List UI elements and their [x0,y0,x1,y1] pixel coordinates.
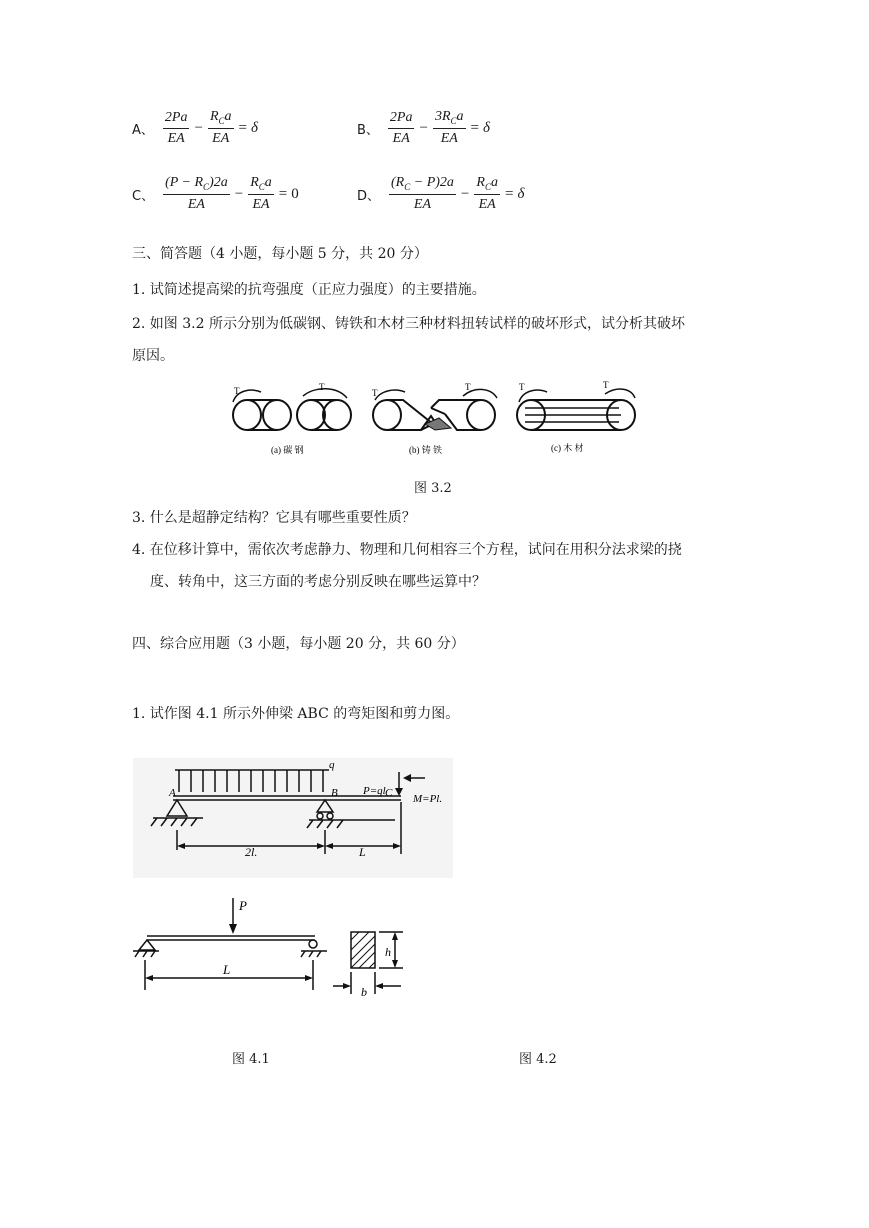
specimen-carbon-steel [233,389,351,430]
label-c: C [385,787,393,799]
fraction: $\frac{2Pa}{EA}$ [389,109,413,146]
torque-label: T [319,382,325,392]
fraction: $\frac{R_Ca}{EA}$ [250,175,272,212]
label-span-l: L [359,845,366,859]
option-b: B、 $\frac{2Pa}{EA}$ − $\frac{3R_Ca}{EA}$ = δ [357,109,490,146]
option-a: A、 $\frac{2Pa}{EA}$ − $\frac{R_Ca}{EA}$ = δ [132,109,258,146]
option-d: D、 $\frac{(R_C - P)2a}{EA}$ − $\frac{R_Ca}{EA}$ = δ [357,175,525,212]
fraction: $\frac{R_Ca}{EA}$ [209,109,232,146]
caption-c: (c) 木 材 [551,443,584,453]
figure-4-1-caption: 图 4.1 [232,1052,270,1067]
section4-heading: 四、综合应用题（3 小题，每小题 20 分，共 60 分） [132,636,465,652]
option-d-label: D、 [357,188,381,204]
label-b: B [331,787,338,799]
question-3-4-line1: 4. 在位移计算中，需依次考虑静力、物理和几何相容三个方程，试问在用积分法求梁的挠 [132,542,682,558]
label-q: q [329,759,335,771]
question-3-1: 1. 试简述提高梁的抗弯强度（正应力强度）的主要措施。 [132,282,486,298]
option-b-label: B、 [357,122,379,138]
specimen-wood [517,389,635,430]
fraction: $\frac{3R_Ca}{EA}$ [434,109,464,146]
option-c-label: C、 [132,188,155,204]
fraction: $\frac{R_Ca}{EA}$ [476,175,498,212]
label-m: M=Pl. [413,793,443,805]
figure-4-1 [133,758,453,878]
figure-3-2 [225,378,645,464]
label-l: L [223,962,231,977]
label-p: P=ql [363,785,386,797]
label-b: b [361,985,367,999]
fraction: $\frac{(P - R_C)2a}{EA}$ [165,175,228,212]
distributed-load-arrows [179,770,323,792]
figure-3-2-caption: 图 3.2 [414,481,452,496]
question-4-1: 1. 试作图 4.1 所示外伸梁 ABC 的弯矩图和剪力图。 [132,706,460,722]
fraction: $\frac{(R_C - P)2a}{EA}$ [391,175,454,212]
fraction: $\frac{2Pa}{EA}$ [164,109,188,146]
question-3-2-line2: 原因。 [132,348,174,364]
label-a: A [169,787,176,799]
caption-b: (b) 铸 铁 [409,445,442,455]
label-p: P [239,898,247,913]
option-c: C、 $\frac{(P - R_C)2a}{EA}$ − $\frac{R_Ca}{EA}$ = 0 [132,175,299,212]
torque-label: T [465,382,471,392]
label-h: h [385,945,391,959]
label-span-2l: 2l. [245,845,258,859]
figure-4-2 [133,890,413,1000]
torque-label: T [234,386,240,396]
question-3-4-line2: 度、转角中，这三方面的考虑分别反映在哪些运算中？ [150,574,486,590]
caption-a: (a) 碳 钢 [271,445,304,455]
torque-label: T [603,380,609,390]
option-a-label: A、 [132,122,154,138]
question-3-2-line1: 2. 如图 3.2 所示分别为低碳钢、铸铁和木材三种材料扭转试样的破坏形式，试分析其破坏 [132,316,685,332]
figure-4-2-caption: 图 4.2 [519,1052,557,1067]
section3-heading: 三、简答题（4 小题，每小题 5 分，共 20 分） [132,246,428,262]
torque-label: T [372,388,378,398]
torque-label: T [519,382,525,392]
question-3-3: 3. 什么是超静定结构？它具有哪些重要性质？ [132,510,416,526]
